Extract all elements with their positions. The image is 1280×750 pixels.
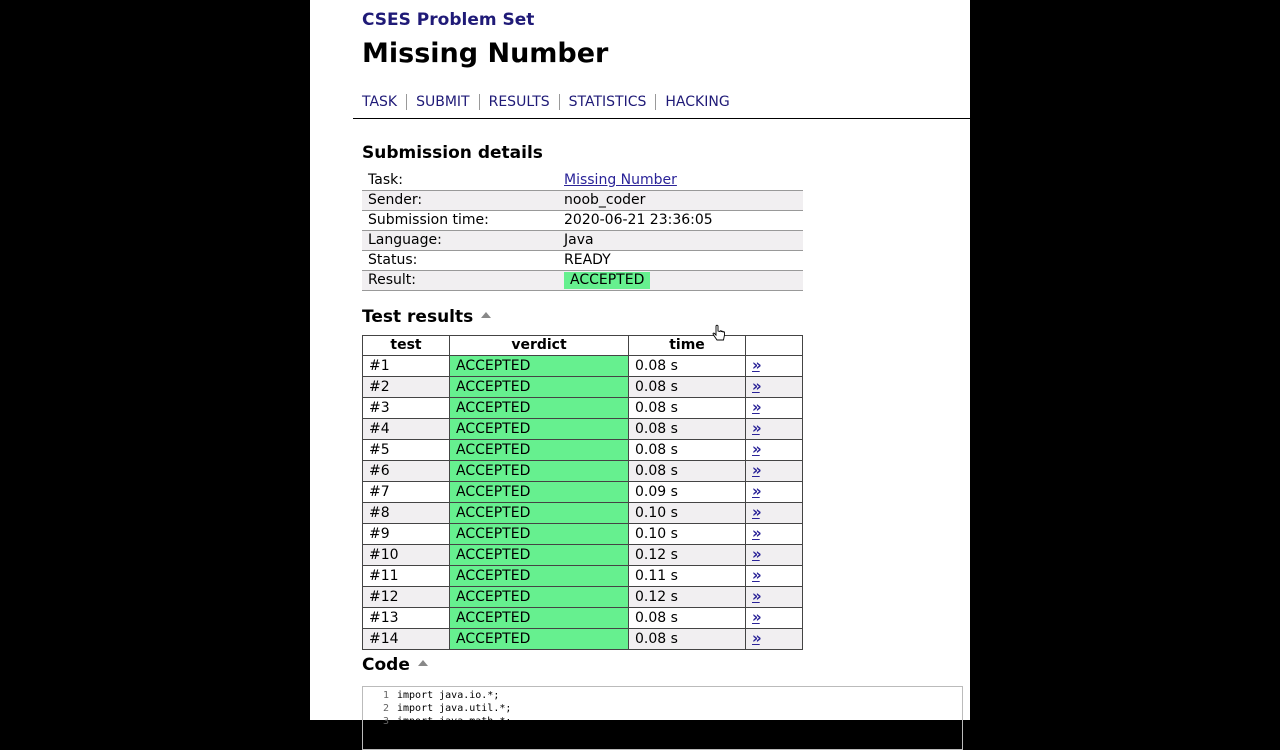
collapse-triangle-icon[interactable] — [418, 660, 428, 666]
page — [310, 0, 970, 727]
nav-task[interactable]: TASK — [362, 94, 398, 110]
details-label: Task: — [362, 171, 564, 191]
nav-submit[interactable]: SUBMIT — [406, 94, 479, 110]
verdict-cell: ACCEPTED — [450, 419, 629, 440]
verdict-cell: ACCEPTED — [450, 440, 629, 461]
task-link[interactable]: Missing Number — [564, 172, 677, 188]
code-text: import java.io.*; — [397, 690, 500, 701]
details-value-cell — [564, 231, 803, 251]
double-chevron-right-icon[interactable]: » — [752, 629, 760, 647]
time-cell: 0.09 s — [629, 482, 746, 503]
test-number: #7 — [363, 482, 450, 503]
verdict-cell: ACCEPTED — [450, 587, 629, 608]
double-chevron-right-icon[interactable]: » — [752, 566, 760, 584]
table-row — [363, 545, 803, 566]
time-cell: 0.08 s — [629, 377, 746, 398]
test-details-cell — [746, 356, 803, 377]
hand-pointer-icon — [712, 325, 726, 343]
double-chevron-right-icon[interactable]: » — [752, 545, 760, 563]
test-details-cell — [746, 503, 803, 524]
table-row — [363, 566, 803, 587]
double-chevron-right-icon[interactable]: » — [752, 587, 760, 605]
test-details-cell — [746, 608, 803, 629]
time-cell: 0.08 s — [629, 356, 746, 377]
code-viewer[interactable] — [362, 686, 963, 750]
verdict-cell: ACCEPTED — [450, 356, 629, 377]
verdict-cell: ACCEPTED — [450, 461, 629, 482]
double-chevron-right-icon[interactable]: » — [752, 398, 760, 416]
code-text: import java.math.*; — [397, 716, 512, 727]
test-number: #10 — [363, 545, 450, 566]
test-results-table — [362, 335, 803, 650]
table-row — [363, 461, 803, 482]
double-chevron-right-icon[interactable]: » — [752, 524, 760, 542]
test-number: #1 — [363, 356, 450, 377]
details-row — [362, 251, 803, 271]
time-cell: 0.08 s — [629, 461, 746, 482]
double-chevron-right-icon[interactable]: » — [752, 503, 760, 521]
details-label: Submission time: — [362, 211, 564, 231]
time-cell: 0.10 s — [629, 503, 746, 524]
test-details-cell — [746, 545, 803, 566]
test-details-cell — [746, 566, 803, 587]
nav-results[interactable]: RESULTS — [479, 94, 559, 110]
table-row — [363, 440, 803, 461]
details-value-cell — [564, 271, 803, 291]
details-row — [362, 211, 803, 231]
test-number: #5 — [363, 440, 450, 461]
time-cell: 0.08 s — [629, 419, 746, 440]
test-details-cell — [746, 629, 803, 650]
submission-details-table — [362, 171, 803, 291]
verdict-cell: ACCEPTED — [450, 608, 629, 629]
test-number: #12 — [363, 587, 450, 608]
test-results-heading[interactable] — [362, 307, 491, 327]
code-title: Code — [362, 655, 410, 675]
verdict-cell: ACCEPTED — [450, 377, 629, 398]
double-chevron-right-icon[interactable]: » — [752, 356, 760, 374]
table-row — [363, 608, 803, 629]
code-line — [363, 689, 962, 702]
test-number: #9 — [363, 524, 450, 545]
table-row — [363, 524, 803, 545]
nav-divider — [353, 118, 970, 119]
time-cell: 0.12 s — [629, 587, 746, 608]
details-row — [362, 171, 803, 191]
details-row — [362, 191, 803, 211]
test-number: #2 — [363, 377, 450, 398]
column-header-link — [746, 336, 803, 356]
time-cell: 0.10 s — [629, 524, 746, 545]
time-cell: 0.08 s — [629, 440, 746, 461]
table-row — [363, 503, 803, 524]
verdict-cell: ACCEPTED — [450, 524, 629, 545]
details-value: READY — [564, 252, 611, 268]
code-text: import java.util.*; — [397, 703, 512, 714]
details-label: Result: — [362, 271, 564, 291]
result-badge: ACCEPTED — [564, 272, 650, 289]
table-row — [363, 482, 803, 503]
test-number: #6 — [363, 461, 450, 482]
details-label: Language: — [362, 231, 564, 251]
table-row — [363, 587, 803, 608]
nav-hacking[interactable]: HACKING — [655, 94, 738, 110]
verdict-cell: ACCEPTED — [450, 629, 629, 650]
table-row — [363, 398, 803, 419]
test-details-cell — [746, 440, 803, 461]
test-number: #14 — [363, 629, 450, 650]
double-chevron-right-icon[interactable]: » — [752, 440, 760, 458]
details-value-cell — [564, 191, 803, 211]
page-title: Missing Number — [362, 38, 609, 69]
time-cell: 0.08 s — [629, 398, 746, 419]
table-row — [363, 356, 803, 377]
table-row — [363, 629, 803, 650]
line-number: 1 — [382, 690, 389, 701]
time-cell: 0.11 s — [629, 566, 746, 587]
test-details-cell — [746, 524, 803, 545]
time-cell: 0.12 s — [629, 545, 746, 566]
test-details-cell — [746, 419, 803, 440]
details-value-cell — [564, 211, 803, 231]
submission-details-heading: Submission details — [362, 143, 543, 163]
nav-statistics[interactable]: STATISTICS — [559, 94, 656, 110]
verdict-cell: ACCEPTED — [450, 545, 629, 566]
test-details-cell — [746, 461, 803, 482]
test-details-cell — [746, 587, 803, 608]
double-chevron-right-icon[interactable]: » — [752, 377, 760, 395]
test-details-cell — [746, 482, 803, 503]
test-number: #4 — [363, 419, 450, 440]
table-row — [363, 419, 803, 440]
details-label: Status: — [362, 251, 564, 271]
code-line — [363, 702, 962, 715]
double-chevron-right-icon[interactable]: » — [752, 608, 760, 626]
problem-nav — [362, 94, 739, 110]
details-row — [362, 231, 803, 251]
code-heading[interactable] — [362, 655, 428, 675]
test-results-title: Test results — [362, 307, 474, 327]
verdict-cell: ACCEPTED — [450, 482, 629, 503]
code-line — [363, 715, 962, 728]
table-row — [363, 377, 803, 398]
details-value: 2020-06-21 23:36:05 — [564, 212, 713, 228]
details-value: noob_coder — [564, 192, 646, 208]
site-title[interactable]: CSES Problem Set — [362, 10, 535, 30]
time-cell: 0.08 s — [629, 629, 746, 650]
details-value: Java — [564, 232, 594, 248]
details-value-cell — [564, 171, 803, 191]
test-number: #13 — [363, 608, 450, 629]
time-cell: 0.08 s — [629, 608, 746, 629]
verdict-cell: ACCEPTED — [450, 398, 629, 419]
double-chevron-right-icon[interactable]: » — [752, 461, 760, 479]
double-chevron-right-icon[interactable]: » — [752, 482, 760, 500]
verdict-cell: ACCEPTED — [450, 566, 629, 587]
column-header-test: test — [363, 336, 450, 356]
test-number: #3 — [363, 398, 450, 419]
details-label: Sender: — [362, 191, 564, 211]
test-details-cell — [746, 377, 803, 398]
test-number: #8 — [363, 503, 450, 524]
verdict-cell: ACCEPTED — [450, 503, 629, 524]
column-header-verdict: verdict — [450, 336, 629, 356]
test-details-cell — [746, 398, 803, 419]
details-value-cell — [564, 251, 803, 271]
details-row — [362, 271, 803, 291]
test-number: #11 — [363, 566, 450, 587]
line-number: 2 — [382, 703, 389, 714]
collapse-triangle-icon[interactable] — [481, 312, 491, 318]
double-chevron-right-icon[interactable]: » — [752, 419, 760, 437]
column-header-time: time — [629, 336, 746, 356]
line-number: 3 — [382, 716, 389, 727]
